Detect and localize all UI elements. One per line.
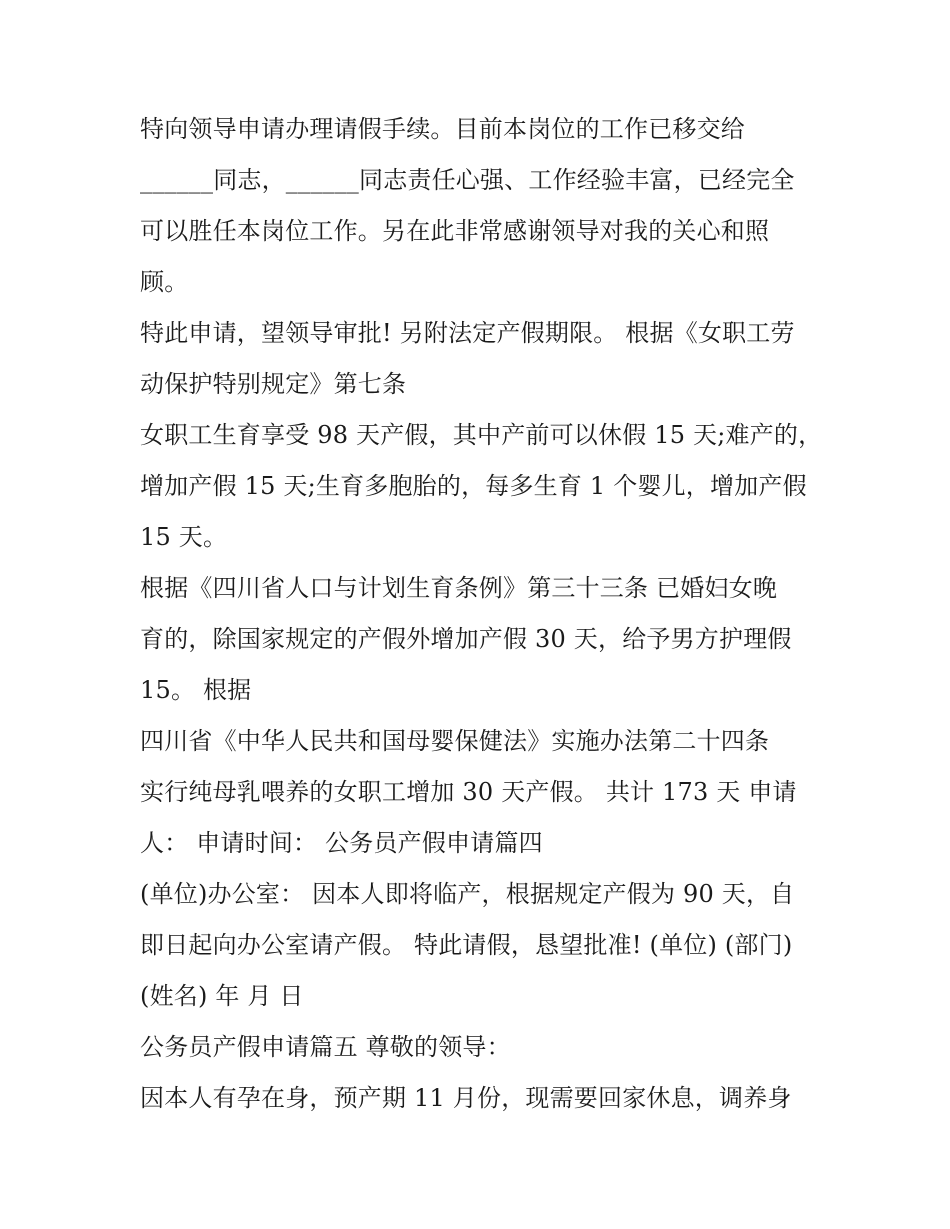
text-line: 15 天。 bbox=[140, 523, 228, 551]
text-line: 可以胜任本岗位工作。另在此非常感谢领导对我的关心和照 bbox=[140, 217, 770, 245]
text-line: (姓名) 年 月 日 bbox=[140, 982, 304, 1010]
text-line: (单位)办公室： 因本人即将临产，根据规定产假为 90 天，自 bbox=[140, 880, 795, 908]
text-line: 特向领导申请办理请假手续。目前本岗位的工作已移交给 bbox=[140, 115, 745, 143]
text-line: 四川省《中华人民共和国母婴保健法》实施办法第二十四条 bbox=[140, 727, 770, 755]
document-body bbox=[140, 104, 823, 1124]
text-line: 顾。 bbox=[140, 268, 189, 296]
text-line: 女职工生育享受 98 天产假，其中产前可以休假 15 天;难产的， bbox=[140, 421, 823, 449]
text-line: 增加产假 15 天;生育多胞胎的，每多生育 1 个婴儿，增加产假 bbox=[140, 472, 807, 500]
text-line: 即日起向办公室请产假。 特此请假，恳望批准! (单位) (部门) bbox=[140, 931, 793, 959]
text-line: 动保护特别规定》第七条 bbox=[140, 370, 407, 398]
text-line: 根据《四川省人口与计划生育条例》第三十三条 已婚妇女晚 bbox=[140, 574, 778, 602]
text-line: ______同志，______同志责任心强、工作经验丰富，已经完全 bbox=[140, 166, 795, 194]
text-line: 因本人有孕在身，预产期 11 月份，现需要回家休息，调养身 bbox=[140, 1084, 792, 1112]
text-line: 特此申请，望领导审批! 另附法定产假期限。 根据《女职工劳 bbox=[140, 319, 795, 347]
text-line: 实行纯母乳喂养的女职工增加 30 天产假。 共计 173 天 申请 bbox=[140, 778, 797, 806]
text-line: 育的，除国家规定的产假外增加产假 30 天，给予男方护理假 bbox=[140, 625, 792, 653]
text-line: 人： 申请时间： 公务员产假申请篇四 bbox=[140, 829, 543, 857]
text-line: 15。 根据 bbox=[140, 676, 252, 704]
text-line: 公务员产假申请篇五 尊敬的领导： bbox=[140, 1033, 511, 1061]
